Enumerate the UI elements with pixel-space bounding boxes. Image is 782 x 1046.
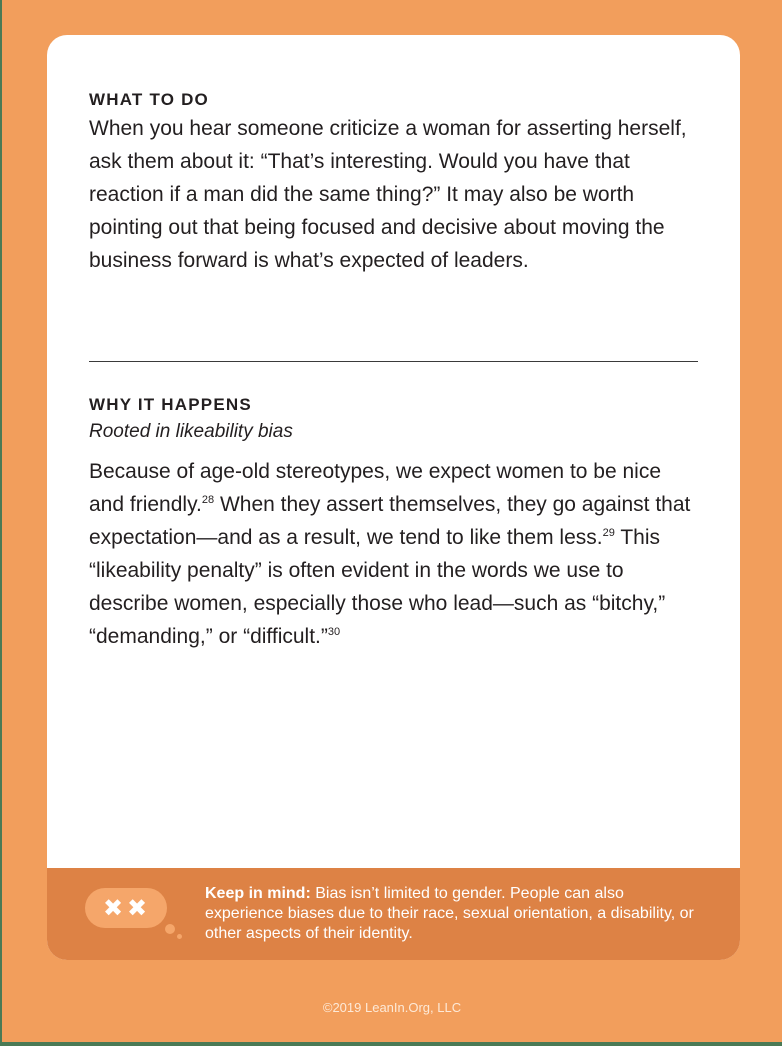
body-text-part: When they assert themselves, they go against that expectation—and as a result, we tend to like them less. [89,493,691,549]
body-text-part: Because of age-old stereotypes, we expect women to be nice and friendly. [89,460,662,516]
body-text-part: This “likeability penalty” is often evident in the words we use to describe women, especially those who lead—such as “bitchy,” “demanding,” or “difficult.” [89,526,666,648]
what-to-do-heading: WHAT TO DO [89,90,209,109]
bubble-dot-icon [165,924,175,934]
what-to-do-body: When you hear someone criticize a woman for asserting herself, ask them about it: “That’s interesting. Would you have that reaction if a man did the same thing?” It may also be worth pointing out that being focused and decisive about moving the business forward is what’s expected of leaders. [89,117,687,272]
callout-text [205,884,705,944]
why-it-happens-section [89,395,698,653]
callout-label: Keep in mind: [205,885,311,902]
thought-bubble-x-icon: ✖ ✖ [85,888,167,928]
callout-body: Bias isn’t limited to gender. People can also experience biases due to their race, sexual orientation, a disability, or other aspects of their identity. [205,885,694,942]
bubble-dot-icon [177,934,182,939]
footnote-ref: 29 [602,527,615,539]
keep-in-mind-callout [47,868,740,960]
why-it-happens-subtitle: Rooted in likeability bias [89,421,293,442]
section-divider [89,361,698,362]
why-it-happens-heading: WHY IT HAPPENS [89,395,252,414]
why-it-happens-body [89,455,698,653]
what-to-do-section [89,90,698,277]
card [47,35,740,960]
footnote-ref: 28 [201,494,215,506]
footnote-ref: 30 [327,626,341,638]
copyright-footer: ©2019 LeanIn.Org, LLC [322,1000,462,1015]
